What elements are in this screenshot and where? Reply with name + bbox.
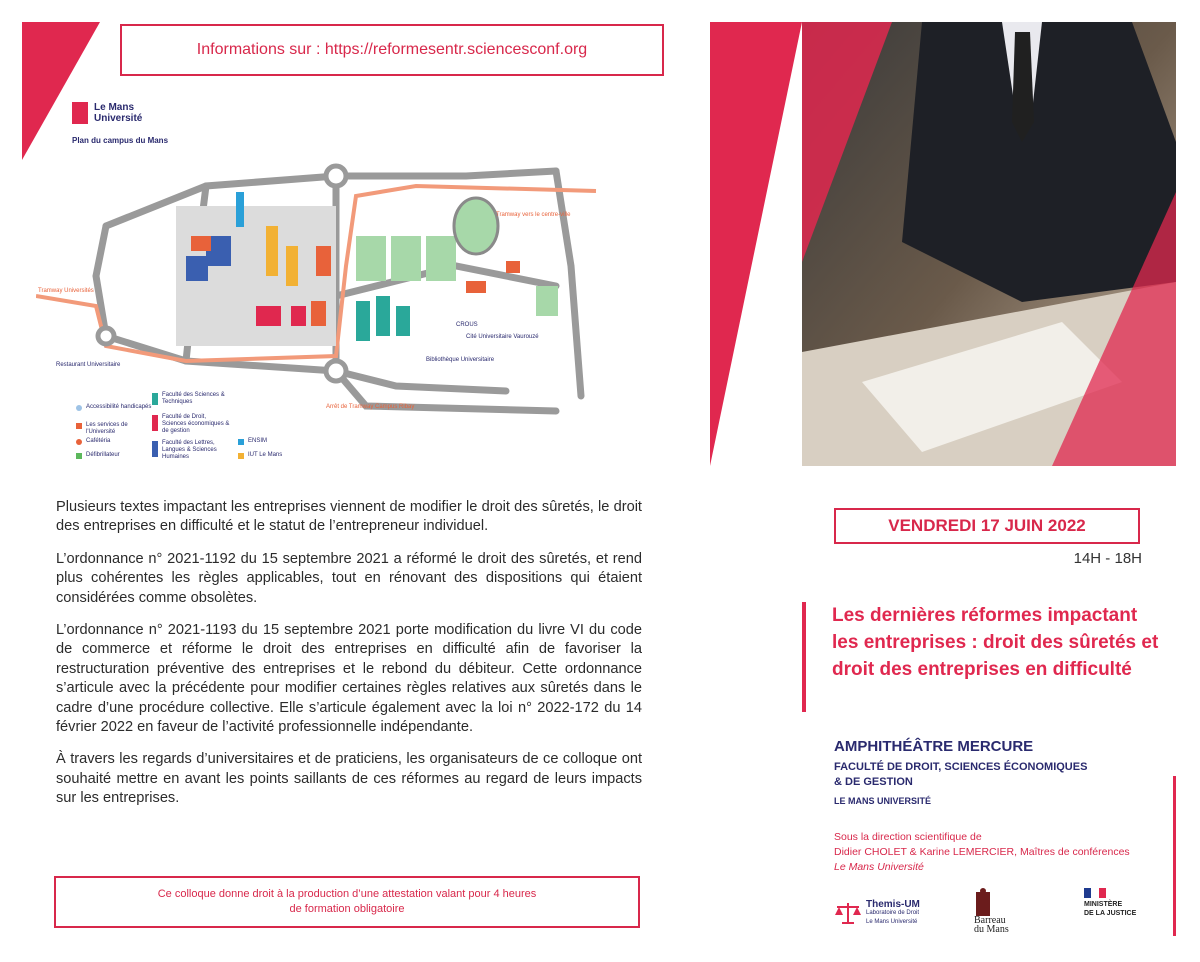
photo-tie: [1012, 32, 1034, 142]
attestation-box: [54, 876, 640, 928]
venue-faculty: [834, 760, 1087, 790]
direction-line-3: Le Mans Université: [834, 861, 924, 873]
event-date: VENDREDI 17 JUIN 2022: [888, 516, 1086, 535]
legend-swatch: [76, 453, 82, 459]
title-accent-bar: [802, 602, 806, 712]
building-services-3: [466, 281, 486, 293]
info-label: Informations sur : https://reformesentr.sciencesconf.org: [196, 41, 588, 58]
scales-icon: [834, 901, 862, 925]
event-title: Les dernières réformes impactant les entreprises : droit des sûretés et droit des entreprises en difficulté: [832, 605, 1159, 680]
body-text: [56, 498, 642, 822]
map-label-cite: Cité Universitaire Vaurouzé: [466, 334, 539, 340]
attestation-line-1: Ce colloque donne droit à la production d’une attestation valant pour 4 heures: [157, 888, 537, 900]
barreau-top: Barreau: [974, 915, 1006, 926]
themis-subtitle: Laboratoire de Droit Le Mans Université: [866, 909, 920, 925]
venue-faculty-line-1: FACULTÉ DE DROIT, SCIENCES ÉCONOMIQUES: [834, 761, 1088, 773]
university-logo: [72, 102, 142, 124]
legend-swatch: [152, 441, 158, 457]
building-sciences-1: [356, 301, 370, 341]
building-services-2: [316, 246, 331, 276]
roundabout-3: [98, 328, 114, 344]
building-lettres-2: [186, 256, 208, 281]
barreau-building-icon: [974, 888, 992, 916]
legend-swatch: [76, 439, 82, 445]
university-logo-text: Le Mans Université: [94, 102, 143, 124]
photo-suit: [902, 22, 1176, 302]
paragraph-4: À travers les regards d’universitaires et de praticiens, les organisateurs de ce colloque ont souhaité mettre en avant les points saillants de ces réformes au regard de leurs impacts sur les entreprises.: [56, 751, 642, 807]
green-area: [536, 286, 558, 316]
venue-university: LE MANS UNIVERSITÉ: [834, 796, 932, 806]
sports-field-3: [426, 236, 456, 281]
date-box: [834, 508, 1140, 544]
right-panel: [710, 22, 1176, 940]
building-sciences-3: [396, 306, 410, 336]
legend-swatch: [76, 423, 82, 429]
stadium: [454, 198, 498, 254]
building-services-4: [506, 261, 520, 273]
building-sciences-2: [376, 296, 390, 336]
building-services-1: [191, 236, 211, 251]
venue-name: AMPHITHÉÂTRE MERCURE: [834, 738, 1034, 755]
venue-faculty-line-2: & DE GESTION: [834, 776, 913, 788]
themis-name: Themis-UM: [866, 898, 920, 910]
campus-map: [36, 146, 606, 416]
legend-swatch: [152, 415, 158, 431]
university-shield-icon: [72, 102, 88, 124]
legend-item-defibrillator: Défibrillateur: [76, 452, 120, 459]
legend-item-iut: IUT Le Mans: [238, 452, 282, 459]
partner-ministere: [1084, 888, 1136, 938]
paragraph-2: L’ordonnance n° 2021-1192 du 15 septembre 2021 a réformé le droit des sûretés, et rend plus cohérentes les règles applicables, tout en rénovant des dispositions qui étaient considérées comme obsolètes.: [56, 550, 642, 606]
legend-swatch: [238, 439, 244, 445]
partner-logos: [834, 888, 1154, 938]
building-ensim: [236, 192, 244, 227]
paragraph-1: Plusieurs textes impactant les entreprises viennent de modifier le droit des sûretés, le droit des entreprises en difficulté et le statut de l’entrepreneur individuel.: [56, 499, 642, 535]
building-droit-3: [311, 301, 326, 326]
building-droit-2: [291, 306, 306, 326]
french-flag-icon: [1084, 888, 1106, 898]
map-label-restaurant: Restaurant Universitaire: [56, 362, 121, 368]
map-label-tram-bottom: Arrêt de Tramway Campus Ribay: [326, 404, 415, 410]
partner-themis: [834, 888, 920, 938]
scientific-direction: [834, 830, 1130, 875]
attestation-line-2: de formation obligatoire: [289, 903, 405, 915]
legend-item-lettres: Faculté des Lettres, Langues & Sciences Humaines: [152, 440, 232, 461]
info-box: [120, 24, 664, 76]
sports-field-1: [356, 236, 386, 281]
building-droit-1: [256, 306, 281, 326]
direction-line-2: Didier CHOLET & Karine LEMERCIER, Maîtres de conférences: [834, 846, 1130, 858]
partner-barreau: [974, 888, 1009, 938]
barreau-bottom: du Mans: [974, 924, 1009, 935]
legend-item-services: Les services de l'Université: [76, 422, 146, 436]
paragraph-3: L’ordonnance n° 2021-1193 du 15 septembre 2021 porte modification du livre VI du code de commerce et réforme le droit des entreprises en difficulté afin de favoriser la restructuration préventive des entreprises et le rebond du débiteur. Cette ordonnance s’articule avec la précédente pour modifier certaines règles relatives aux sûretés dans le cadre d’une procédure collective. Elle s’articule également avec la loi n° 2022-172 du 14 février 2022 en faveur de l’activité professionnelle indépendante.: [56, 622, 642, 736]
legend-item-sciences: Faculté des Sciences & Techniques: [152, 392, 232, 406]
map-label-bu: Bibliothèque Universitaire: [426, 357, 495, 363]
legend-item-cafeteria: Cafétéria: [76, 438, 110, 445]
roundabout-1: [326, 166, 346, 186]
business-photo: [802, 22, 1176, 466]
legend-swatch: [238, 453, 244, 459]
left-panel: [22, 22, 680, 940]
map-label-tram-right: Tramway vers le centre-ville: [496, 212, 571, 218]
legend-swatch: [152, 393, 158, 405]
roundabout-2: [326, 361, 346, 381]
legend-item-accessibility: Accessibilité handicapés: [76, 404, 151, 411]
map-label-crous: CROUS: [456, 322, 478, 328]
building-iut-2: [286, 246, 298, 286]
event-time: 14H - 18H: [1073, 550, 1142, 567]
direction-line-1: Sous la direction scientifique de: [834, 831, 982, 843]
sports-field-2: [391, 236, 421, 281]
legend-item-droit: Faculté de Droit, Sciences économiques & de gestion: [152, 414, 232, 435]
map-title: Plan du campus du Mans: [72, 136, 169, 145]
building-iut-1: [266, 226, 278, 276]
legend-item-ensim: ENSIM: [238, 438, 267, 445]
right-accent-bar: [1173, 776, 1176, 936]
legend-swatch: [76, 405, 82, 411]
ministere-name: MINISTÈRE DE LA JUSTICE: [1084, 901, 1137, 917]
map-label-tram-left: Tramway Universités: [38, 288, 94, 294]
road-east-vertical: [556, 171, 581, 396]
left-red-triangle: [710, 22, 802, 466]
